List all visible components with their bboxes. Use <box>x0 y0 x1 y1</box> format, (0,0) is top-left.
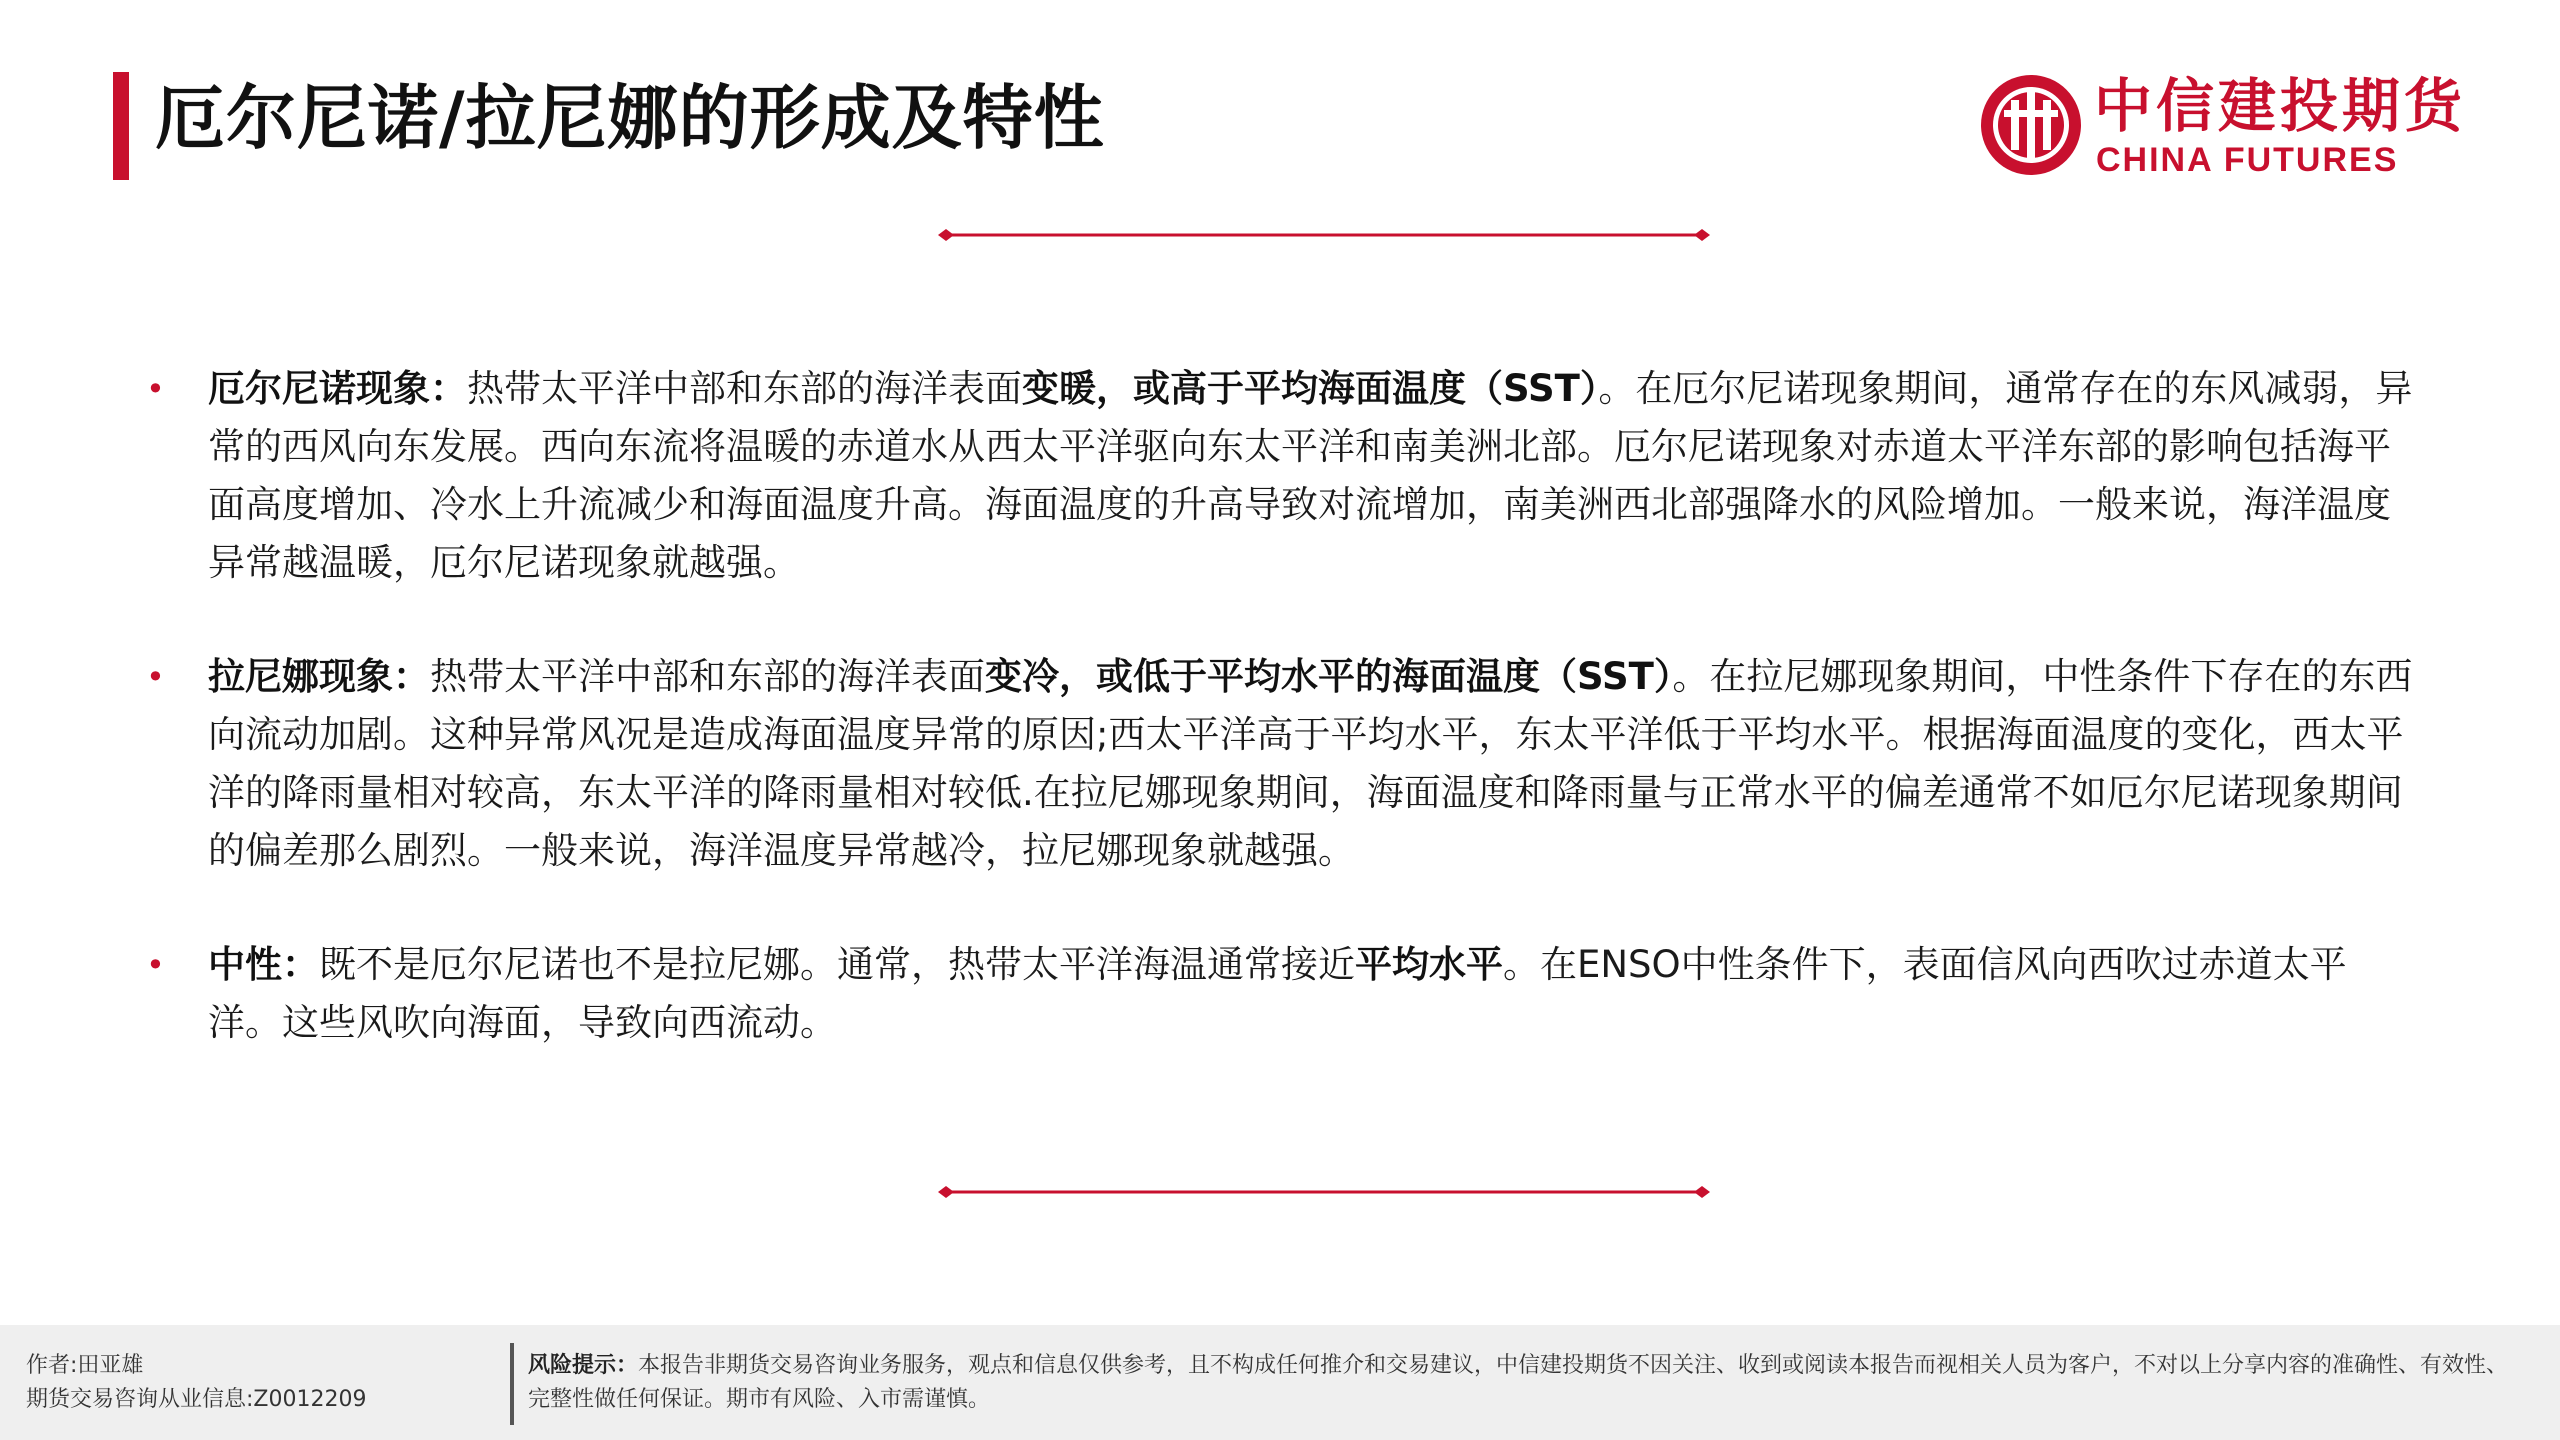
company-logo <box>1976 68 2467 186</box>
bullet-emphasis: 变冷，或低于平均水平的海面温度（SST） <box>985 655 1673 698</box>
bullet-heading: 厄尔尼诺现象 <box>208 367 430 410</box>
bullet-colon: ： <box>393 655 430 698</box>
bullet-emphasis: 变暖，或高于平均海面温度（SST） <box>1022 367 1599 410</box>
risk-label: 风险提示： <box>528 1353 639 1378</box>
bullet-text: 热带太平洋中部和东部的海洋表面 <box>430 655 985 698</box>
title-accent-bar <box>113 72 129 180</box>
bullet-neutral <box>140 936 2420 1052</box>
bullet-text: 。在厄尔尼诺现象期间，通常存在的东风减弱，异常的西风向东发展。西向东流将温暖的赤道水从西太平洋驱向东太平洋和南美洲北部。厄尔尼诺现象对赤道太平洋东部的影响包括海平面高度增加、冷水上升流减少和海面温度升高。海面温度的升高导致对流增加，南美洲西北部强降水的风险增加。一般来说，海洋温度异常越温暖，厄尔尼诺现象就越强。 <box>208 367 2413 584</box>
bullet-dot-icon: • <box>146 658 165 696</box>
footer <box>0 1325 2560 1440</box>
bullet-list <box>140 360 2420 1108</box>
bullet-text: 。在ENSO中性条件下，表面信风向西吹过赤道太平洋。这些风吹向海面，导致向西流动。 <box>208 943 2347 1044</box>
bullet-colon: ： <box>282 943 319 986</box>
logo-english-name: CHINA FUTURES <box>2096 141 2399 179</box>
bullet-text: 既不是厄尔尼诺也不是拉尼娜。通常，热带太平洋海温通常接近 <box>319 943 1355 986</box>
bullet-heading: 拉尼娜现象 <box>208 655 393 698</box>
risk-text: 本报告非期货交易咨询业务服务，观点和信息仅供参考，且不构成任何推介和交易建议，中信建投期货不因关注、收到或阅读本报告而视相关人员为客户，不对以上分享内容的准确性、有效性、完整性做任何保证。期市有风险、入市需谨慎。 <box>528 1353 2509 1412</box>
footer-license: 期货交易咨询从业信息:Z0012209 <box>26 1387 367 1412</box>
bullet-colon: ： <box>430 367 467 410</box>
footer-author: 作者:田亚雄 <box>26 1353 144 1378</box>
bullet-emphasis: 平均水平 <box>1355 943 1503 986</box>
bullet-el-nino <box>140 360 2420 592</box>
logo-chinese-name: 中信建投期货 <box>2094 72 2467 140</box>
page-title: 厄尔尼诺/拉尼娜的形成及特性 <box>155 77 1105 159</box>
bullet-la-nina <box>140 648 2420 880</box>
footer-risk-notice <box>528 1349 2518 1417</box>
bullet-dot-icon: • <box>146 946 165 984</box>
bottom-divider <box>938 1185 1710 1199</box>
bullet-dot-icon: • <box>146 370 165 408</box>
footer-author-block <box>26 1349 366 1417</box>
bullet-heading: 中性 <box>208 943 282 986</box>
top-divider <box>938 228 1710 242</box>
citic-logo-icon <box>1976 70 2086 180</box>
bullet-text: 热带太平洋中部和东部的海洋表面 <box>467 367 1022 410</box>
footer-separator <box>510 1343 514 1425</box>
bullet-text: 。在拉尼娜现象期间，中性条件下存在的东西向流动加剧。这种异常风况是造成海面温度异常的原因;西太平洋高于平均水平，东太平洋低于平均水平。根据海面温度的变化，西太平洋的降雨量相对较高，东太平洋的降雨量相对较低.在拉尼娜现象期间，海面温度和降雨量与正常水平的偏差通常不如厄尔尼诺现象期间的偏差那么剧烈。一般来说，海洋温度异常越冷，拉尼娜现象就越强。 <box>208 655 2413 872</box>
